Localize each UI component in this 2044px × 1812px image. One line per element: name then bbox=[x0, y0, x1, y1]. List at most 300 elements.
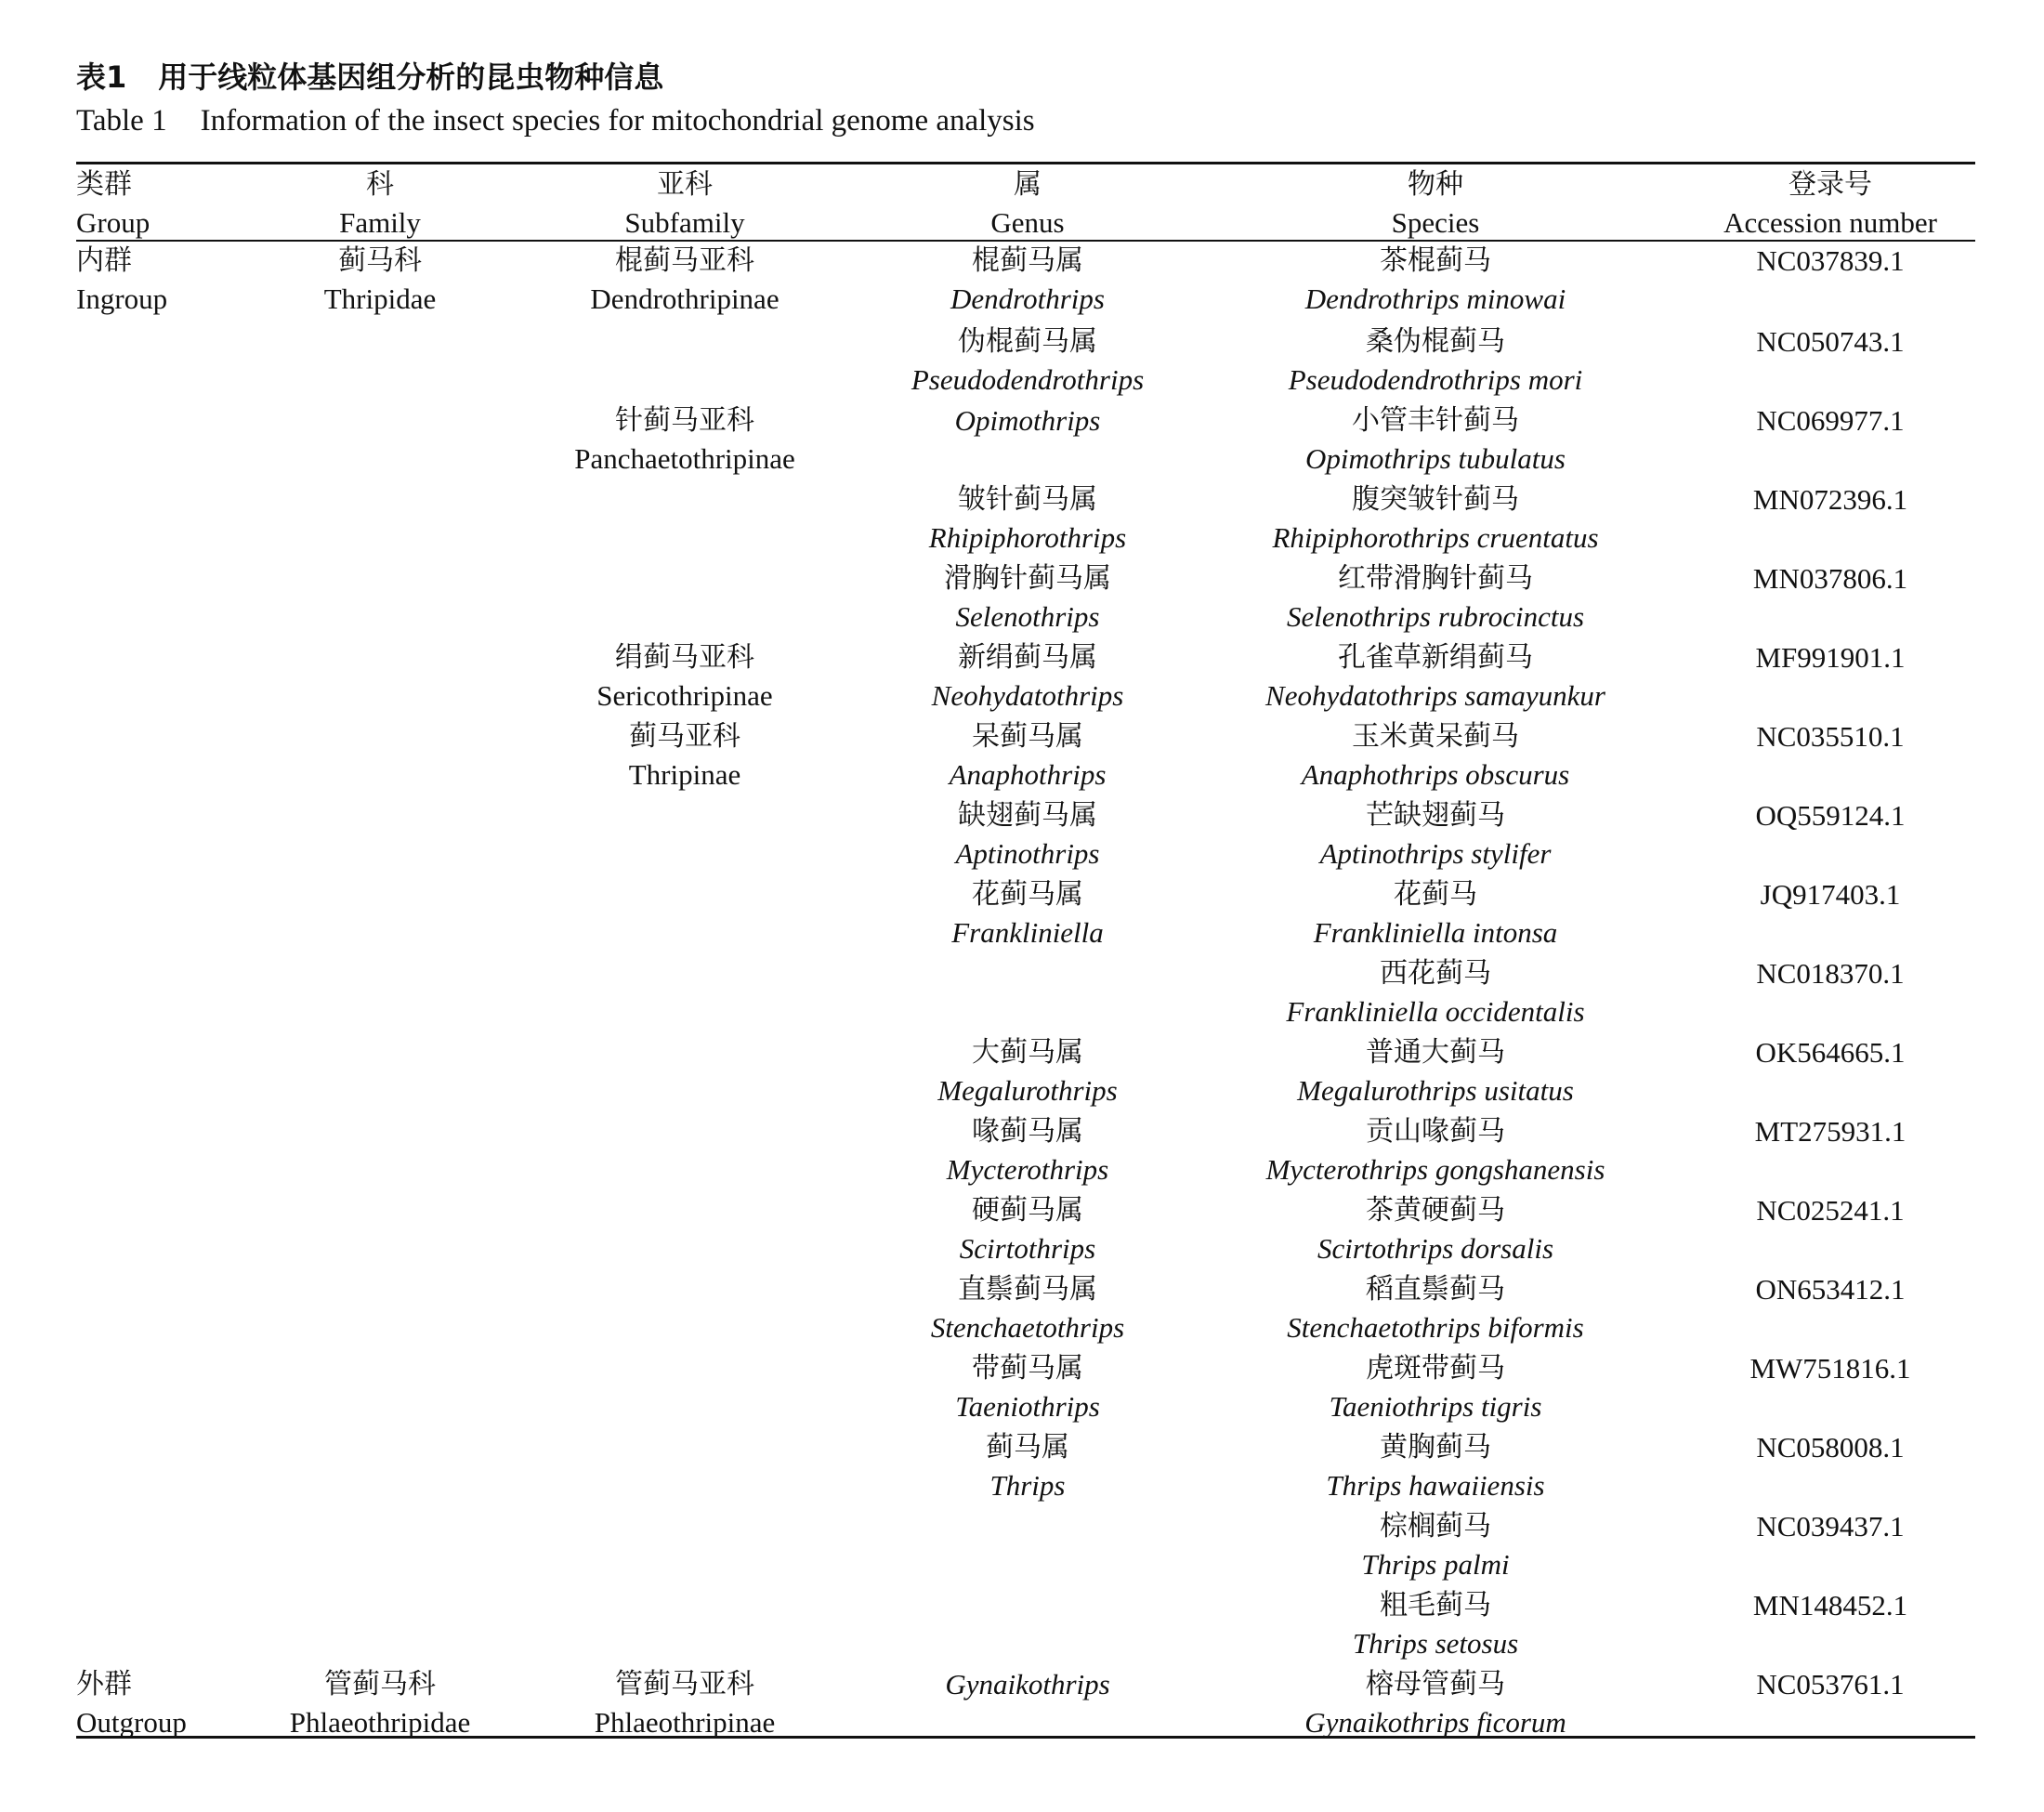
cell-group-en bbox=[76, 1466, 260, 1504]
cell-species bbox=[1186, 1112, 1685, 1191]
table-row bbox=[76, 1428, 1975, 1507]
cell-subfamily bbox=[500, 638, 870, 717]
cell-species bbox=[1186, 717, 1685, 796]
cell-accession bbox=[1685, 1270, 1975, 1349]
cell-accession bbox=[1685, 1191, 1975, 1270]
cell-family-en bbox=[260, 992, 500, 1031]
cell-group-zh bbox=[76, 796, 260, 834]
cell-subfamily bbox=[500, 1586, 870, 1665]
cell-accession bbox=[1685, 242, 1975, 322]
cell-species bbox=[1186, 1586, 1685, 1665]
cell-family bbox=[260, 1270, 500, 1349]
cell-family-en bbox=[260, 361, 500, 399]
cell-group bbox=[76, 401, 260, 480]
table-caption-zh: 用于线粒体基因组分析的昆虫物种信息 bbox=[158, 59, 664, 95]
cell-genus bbox=[870, 1112, 1186, 1191]
cell-group bbox=[76, 1507, 260, 1586]
table-row bbox=[76, 1507, 1975, 1586]
cell-genus bbox=[870, 1033, 1186, 1112]
cell-species-en: Pseudodendrothrips mori bbox=[1288, 363, 1583, 396]
cell-group bbox=[76, 638, 260, 717]
cell-species-zh: 普通大蓟马 bbox=[1366, 1036, 1505, 1069]
cell-family-zh bbox=[260, 875, 500, 913]
cell-genus-en: Neohydatothrips bbox=[931, 679, 1124, 712]
cell-accession bbox=[1685, 1349, 1975, 1428]
cell-subfamily-zh bbox=[500, 1191, 870, 1229]
cell-genus-zh: 伪棍蓟马属 bbox=[958, 325, 1097, 358]
cell-species bbox=[1186, 401, 1685, 480]
cell-subfamily-zh bbox=[500, 1586, 870, 1624]
cell-species bbox=[1186, 796, 1685, 875]
cell-family bbox=[260, 1586, 500, 1665]
cell-group-zh bbox=[76, 401, 260, 440]
cell-subfamily-zh bbox=[500, 559, 870, 597]
cell-species-zh: 稻直鬃蓟马 bbox=[1366, 1273, 1505, 1306]
cell-family bbox=[260, 401, 500, 480]
header-accession: 登录号 Accession number bbox=[1723, 168, 1937, 239]
cell-species-en: Stenchaetothrips biformis bbox=[1287, 1311, 1584, 1344]
cell-family-en bbox=[260, 913, 500, 952]
cell-group bbox=[76, 559, 260, 638]
cell-family-zh bbox=[260, 638, 500, 676]
header-subfamily: 亚科 Subfamily bbox=[624, 168, 745, 239]
cell-species-zh: 腹突皱针蓟马 bbox=[1352, 483, 1519, 516]
cell-accession bbox=[1685, 480, 1975, 559]
cell-family-zh bbox=[260, 954, 500, 992]
cell-subfamily-en: Phlaeothripinae bbox=[594, 1706, 776, 1739]
accession-number: JQ917403.1 bbox=[1760, 878, 1901, 911]
cell-genus bbox=[870, 242, 1186, 322]
cell-group bbox=[76, 1112, 260, 1191]
cell-group-zh bbox=[76, 1349, 260, 1387]
cell-species bbox=[1186, 1270, 1685, 1349]
cell-species-zh: 芒缺翅蓟马 bbox=[1366, 799, 1505, 832]
cell-family-zh bbox=[260, 401, 500, 440]
cell-species-en: Megalurothrips usitatus bbox=[1297, 1074, 1574, 1107]
accession-number: MN037806.1 bbox=[1752, 562, 1908, 595]
cell-group-en bbox=[76, 1071, 260, 1110]
cell-genus bbox=[870, 322, 1186, 401]
cell-genus bbox=[870, 796, 1186, 875]
cell-family bbox=[260, 1665, 500, 1744]
cell-group-zh bbox=[76, 1270, 260, 1308]
cell-accession bbox=[1685, 1665, 1975, 1744]
cell-group bbox=[76, 480, 260, 559]
cell-species-en: Aptinothrips stylifer bbox=[1319, 837, 1552, 870]
cell-family bbox=[260, 1428, 500, 1507]
cell-family-en bbox=[260, 1545, 500, 1583]
cell-subfamily-en: Thripinae bbox=[628, 758, 741, 791]
cell-accession bbox=[1685, 1428, 1975, 1507]
table-row bbox=[76, 1191, 1975, 1270]
cell-accession bbox=[1685, 796, 1975, 875]
cell-group-zh bbox=[76, 1112, 260, 1150]
cell-group-en bbox=[76, 597, 260, 636]
cell-species-en: Anaphothrips obscurus bbox=[1301, 758, 1570, 791]
cell-subfamily bbox=[500, 1507, 870, 1586]
cell-group-en bbox=[76, 1387, 260, 1425]
cell-genus-zh: 棍蓟马属 bbox=[972, 244, 1083, 277]
table-row bbox=[76, 401, 1975, 480]
table-row bbox=[76, 242, 1975, 322]
cell-group-zh bbox=[76, 1586, 260, 1624]
cell-species-zh: 黄胸蓟马 bbox=[1380, 1431, 1491, 1464]
cell-subfamily bbox=[500, 322, 870, 401]
cell-species-zh: 粗毛蓟马 bbox=[1380, 1589, 1491, 1622]
cell-group-zh: 内群 bbox=[76, 244, 132, 277]
cell-species bbox=[1186, 1507, 1685, 1586]
cell-species-en: Opimothrips tubulatus bbox=[1305, 442, 1566, 475]
cell-genus-zh: 花蓟马属 bbox=[972, 878, 1083, 911]
cell-accession bbox=[1685, 559, 1975, 638]
cell-subfamily-zh bbox=[500, 1428, 870, 1466]
cell-species-zh: 玉米黄呆蓟马 bbox=[1352, 720, 1519, 753]
table-row bbox=[76, 717, 1975, 796]
cell-genus-zh bbox=[870, 1507, 1186, 1545]
cell-accession bbox=[1685, 1112, 1975, 1191]
cell-group-en bbox=[76, 913, 260, 952]
table-title-zh bbox=[76, 54, 663, 97]
cell-accession bbox=[1685, 322, 1975, 401]
cell-subfamily bbox=[500, 1033, 870, 1112]
cell-species bbox=[1186, 1033, 1685, 1112]
cell-subfamily bbox=[500, 480, 870, 559]
cell-genus bbox=[870, 875, 1186, 954]
cell-family bbox=[260, 1112, 500, 1191]
cell-family bbox=[260, 875, 500, 954]
cell-group-en bbox=[76, 676, 260, 715]
table-row bbox=[76, 480, 1975, 559]
cell-genus-en: Dendrothrips bbox=[950, 282, 1105, 315]
cell-genus bbox=[870, 1191, 1186, 1270]
accession-number: NC058008.1 bbox=[1756, 1431, 1905, 1464]
cell-family-zh bbox=[260, 1270, 500, 1308]
cell-species-zh: 贡山喙蓟马 bbox=[1366, 1115, 1505, 1148]
cell-family bbox=[260, 242, 500, 322]
accession-number: NC069977.1 bbox=[1756, 404, 1905, 437]
cell-group bbox=[76, 242, 260, 322]
cell-species bbox=[1186, 480, 1685, 559]
cell-group-en bbox=[76, 992, 260, 1031]
cell-subfamily bbox=[500, 1428, 870, 1507]
cell-subfamily-zh bbox=[500, 875, 870, 913]
cell-group-en bbox=[76, 834, 260, 873]
cell-genus bbox=[870, 559, 1186, 638]
cell-genus bbox=[870, 954, 1186, 1033]
cell-subfamily bbox=[500, 1270, 870, 1349]
cell-genus bbox=[870, 717, 1186, 796]
cell-species bbox=[1186, 638, 1685, 717]
cell-family bbox=[260, 559, 500, 638]
cell-species bbox=[1186, 559, 1685, 638]
cell-species bbox=[1186, 242, 1685, 322]
cell-family-en bbox=[260, 1624, 500, 1662]
cell-species-en: Frankliniella intonsa bbox=[1313, 916, 1558, 949]
cell-group-en bbox=[76, 440, 260, 478]
cell-group-zh bbox=[76, 1507, 260, 1545]
cell-group-zh bbox=[76, 1428, 260, 1466]
cell-genus-en bbox=[870, 1545, 1186, 1583]
cell-family-zh: 蓟马科 bbox=[338, 244, 422, 277]
accession-number: MW751816.1 bbox=[1749, 1352, 1911, 1385]
cell-subfamily-en: Panchaetothripinae bbox=[574, 442, 795, 475]
cell-genus-en bbox=[870, 440, 1186, 478]
cell-group bbox=[76, 1349, 260, 1428]
cell-group bbox=[76, 717, 260, 796]
accession-number: MT275931.1 bbox=[1754, 1115, 1906, 1148]
header-family: 科 Family bbox=[339, 168, 421, 239]
cell-family-en bbox=[260, 1150, 500, 1188]
cell-subfamily-zh bbox=[500, 322, 870, 361]
cell-group bbox=[76, 1665, 260, 1744]
cell-subfamily-en bbox=[500, 1150, 870, 1188]
cell-group-zh: 外群 bbox=[76, 1668, 132, 1700]
cell-subfamily-zh: 蓟马亚科 bbox=[629, 720, 740, 753]
cell-family-zh bbox=[260, 1586, 500, 1624]
cell-family bbox=[260, 638, 500, 717]
cell-genus-zh: 新绢蓟马属 bbox=[958, 641, 1097, 674]
cell-family bbox=[260, 1507, 500, 1586]
cell-species-en: Scirtothrips dorsalis bbox=[1317, 1232, 1554, 1265]
cell-species-zh: 榕母管蓟马 bbox=[1366, 1668, 1505, 1700]
cell-family-zh bbox=[260, 796, 500, 834]
cell-family-en bbox=[260, 755, 500, 794]
table-caption-en: Information of the insect species for mitochondrial genome analysis bbox=[200, 104, 1035, 138]
cell-genus-en: Aptinothrips bbox=[955, 837, 1100, 870]
cell-group-en bbox=[76, 519, 260, 557]
cell-subfamily-zh bbox=[500, 1033, 870, 1071]
cell-group-zh bbox=[76, 1191, 260, 1229]
cell-species bbox=[1186, 954, 1685, 1033]
accession-number: NC025241.1 bbox=[1756, 1194, 1905, 1227]
cell-species-en: Selenothrips rubrocinctus bbox=[1286, 600, 1585, 633]
accession-number: NC050743.1 bbox=[1756, 325, 1905, 358]
cell-genus-zh: 直鬃蓟马属 bbox=[958, 1273, 1097, 1306]
table-row bbox=[76, 638, 1975, 717]
accession-number: MN072396.1 bbox=[1752, 483, 1908, 516]
accession-number: NC037839.1 bbox=[1756, 244, 1905, 277]
species-table bbox=[76, 165, 1975, 1744]
header-species: 物种 Species bbox=[1391, 168, 1480, 239]
cell-family bbox=[260, 1349, 500, 1428]
cell-accession bbox=[1685, 1586, 1975, 1665]
cell-family-en bbox=[260, 440, 500, 478]
table-row bbox=[76, 1349, 1975, 1428]
cell-accession bbox=[1685, 954, 1975, 1033]
cell-subfamily-zh bbox=[500, 1270, 870, 1308]
cell-genus-zh bbox=[870, 1586, 1186, 1624]
cell-family-en bbox=[260, 1308, 500, 1346]
cell-family-en bbox=[260, 676, 500, 715]
cell-family-en bbox=[260, 834, 500, 873]
cell-subfamily bbox=[500, 1665, 870, 1744]
cell-group-zh bbox=[76, 954, 260, 992]
cell-species bbox=[1186, 875, 1685, 954]
cell-family bbox=[260, 1191, 500, 1270]
cell-group-zh bbox=[76, 1033, 260, 1071]
cell-species-zh: 虎斑带蓟马 bbox=[1366, 1352, 1505, 1385]
table-row bbox=[76, 1586, 1975, 1665]
cell-subfamily bbox=[500, 1349, 870, 1428]
cell-group-en bbox=[76, 1308, 260, 1346]
cell-group-zh bbox=[76, 717, 260, 755]
cell-family-zh bbox=[260, 1507, 500, 1545]
cell-species-en: Gynaikothrips ficorum bbox=[1304, 1706, 1566, 1739]
cell-genus-en: Stenchaetothrips bbox=[930, 1311, 1125, 1344]
cell-genus-zh: 带蓟马属 bbox=[972, 1352, 1083, 1385]
cell-subfamily-en bbox=[500, 834, 870, 873]
table-row bbox=[76, 1033, 1975, 1112]
cell-species-en: Taeniothrips tigris bbox=[1329, 1390, 1542, 1423]
cell-family-zh bbox=[260, 1112, 500, 1150]
cell-group-en bbox=[76, 1150, 260, 1188]
cell-species-zh: 西花蓟马 bbox=[1380, 957, 1491, 990]
cell-group bbox=[76, 1270, 260, 1349]
cell-accession bbox=[1685, 1033, 1975, 1112]
cell-subfamily-en bbox=[500, 519, 870, 557]
cell-genus-en: Thrips bbox=[989, 1469, 1066, 1502]
header-genus: 属 Genus bbox=[990, 168, 1065, 239]
cell-accession bbox=[1685, 638, 1975, 717]
accession-number: OK564665.1 bbox=[1755, 1036, 1906, 1069]
cell-group-en bbox=[76, 361, 260, 399]
cell-subfamily-zh bbox=[500, 954, 870, 992]
cell-genus-zh: Gynaikothrips bbox=[945, 1668, 1110, 1700]
cell-subfamily-en: Dendrothripinae bbox=[590, 282, 780, 315]
cell-family-en: Phlaeothripidae bbox=[289, 1706, 471, 1739]
cell-group-zh bbox=[76, 322, 260, 361]
cell-species-en: Thrips setosus bbox=[1352, 1627, 1519, 1660]
cell-accession bbox=[1685, 1507, 1975, 1586]
cell-subfamily-en bbox=[500, 597, 870, 636]
cell-family-zh bbox=[260, 1033, 500, 1071]
cell-group-en bbox=[76, 1624, 260, 1662]
cell-genus-en: Anaphothrips bbox=[949, 758, 1107, 791]
cell-species bbox=[1186, 1349, 1685, 1428]
cell-group bbox=[76, 875, 260, 954]
cell-species-zh: 桑伪棍蓟马 bbox=[1366, 325, 1505, 358]
cell-species bbox=[1186, 322, 1685, 401]
cell-family-zh bbox=[260, 717, 500, 755]
cell-subfamily-zh bbox=[500, 796, 870, 834]
cell-subfamily-zh bbox=[500, 1507, 870, 1545]
table-number-zh: 表1 bbox=[76, 59, 127, 95]
cell-genus bbox=[870, 401, 1186, 480]
cell-family-en bbox=[260, 1466, 500, 1504]
cell-subfamily bbox=[500, 559, 870, 638]
accession-number: ON653412.1 bbox=[1755, 1273, 1906, 1306]
cell-genus-en: Mycterothrips bbox=[946, 1153, 1109, 1186]
header-row bbox=[76, 165, 1975, 242]
cell-species-en: Mycterothrips gongshanensis bbox=[1265, 1153, 1605, 1186]
cell-species-en: Frankliniella occidentalis bbox=[1286, 995, 1585, 1028]
cell-subfamily bbox=[500, 242, 870, 322]
cell-group bbox=[76, 1428, 260, 1507]
cell-group-zh bbox=[76, 480, 260, 519]
cell-species-zh: 小管丰针蓟马 bbox=[1352, 404, 1519, 437]
cell-subfamily-zh bbox=[500, 1349, 870, 1387]
top-rule bbox=[76, 162, 1975, 164]
table-body bbox=[76, 242, 1975, 1744]
cell-genus-en bbox=[870, 1624, 1186, 1662]
cell-group bbox=[76, 954, 260, 1033]
cell-group bbox=[76, 796, 260, 875]
cell-family bbox=[260, 480, 500, 559]
cell-group-en: Outgroup bbox=[76, 1706, 187, 1739]
cell-family-en bbox=[260, 597, 500, 636]
cell-genus bbox=[870, 1349, 1186, 1428]
cell-genus-zh: 硬蓟马属 bbox=[972, 1194, 1083, 1227]
cell-subfamily-en bbox=[500, 1466, 870, 1504]
cell-genus-en: Megalurothrips bbox=[937, 1074, 1118, 1107]
cell-family bbox=[260, 322, 500, 401]
cell-species-zh: 花蓟马 bbox=[1394, 878, 1477, 911]
table-row bbox=[76, 954, 1975, 1033]
table-row bbox=[76, 322, 1975, 401]
cell-species bbox=[1186, 1191, 1685, 1270]
cell-subfamily bbox=[500, 875, 870, 954]
accession-number: NC039437.1 bbox=[1756, 1510, 1905, 1543]
cell-family-en bbox=[260, 1387, 500, 1425]
cell-species-en: Neohydatothrips samayunkur bbox=[1265, 679, 1605, 712]
cell-subfamily-en bbox=[500, 1624, 870, 1662]
cell-genus-en bbox=[870, 992, 1186, 1031]
cell-family-en bbox=[260, 519, 500, 557]
cell-species-zh: 孔雀草新绢蓟马 bbox=[1338, 641, 1533, 674]
cell-subfamily-en bbox=[500, 1308, 870, 1346]
cell-species-zh: 茶黄硬蓟马 bbox=[1366, 1194, 1505, 1227]
cell-group-en: Ingroup bbox=[76, 282, 168, 315]
cell-family bbox=[260, 796, 500, 875]
cell-genus-en: Taeniothrips bbox=[955, 1390, 1100, 1423]
cell-genus bbox=[870, 1428, 1186, 1507]
cell-group bbox=[76, 322, 260, 401]
cell-subfamily-en: Sericothripinae bbox=[596, 679, 773, 712]
cell-genus-en bbox=[870, 1703, 1186, 1741]
cell-group bbox=[76, 1033, 260, 1112]
cell-group-zh bbox=[76, 638, 260, 676]
cell-subfamily bbox=[500, 401, 870, 480]
cell-genus-zh: 缺翅蓟马属 bbox=[958, 799, 1097, 832]
cell-subfamily-zh bbox=[500, 480, 870, 519]
cell-subfamily-en bbox=[500, 1545, 870, 1583]
cell-genus-zh: 滑胸针蓟马属 bbox=[944, 562, 1111, 595]
table-row bbox=[76, 875, 1975, 954]
cell-group-en bbox=[76, 1229, 260, 1267]
cell-group-zh bbox=[76, 559, 260, 597]
cell-group-zh bbox=[76, 875, 260, 913]
cell-subfamily bbox=[500, 796, 870, 875]
cell-genus-en: Selenothrips bbox=[955, 600, 1100, 633]
table-number-en: Table 1 bbox=[76, 104, 167, 138]
cell-accession bbox=[1685, 401, 1975, 480]
table-title-en bbox=[76, 104, 1035, 138]
cell-subfamily-zh: 管蓟马亚科 bbox=[615, 1668, 754, 1700]
cell-subfamily-zh: 针蓟马亚科 bbox=[615, 404, 754, 437]
cell-species-en: Thrips palmi bbox=[1361, 1548, 1510, 1581]
table-row bbox=[76, 559, 1975, 638]
cell-species-en: Dendrothrips minowai bbox=[1304, 282, 1566, 315]
cell-family-zh bbox=[260, 480, 500, 519]
cell-genus-en: Rhipiphorothrips bbox=[928, 521, 1127, 554]
table-row bbox=[76, 796, 1975, 875]
cell-genus-en: Frankliniella bbox=[951, 916, 1104, 949]
cell-family bbox=[260, 717, 500, 796]
header-group: 类群 Group bbox=[76, 168, 151, 239]
cell-species-en: Rhipiphorothrips cruentatus bbox=[1272, 521, 1599, 554]
cell-subfamily bbox=[500, 1112, 870, 1191]
accession-number: OQ559124.1 bbox=[1755, 799, 1906, 832]
